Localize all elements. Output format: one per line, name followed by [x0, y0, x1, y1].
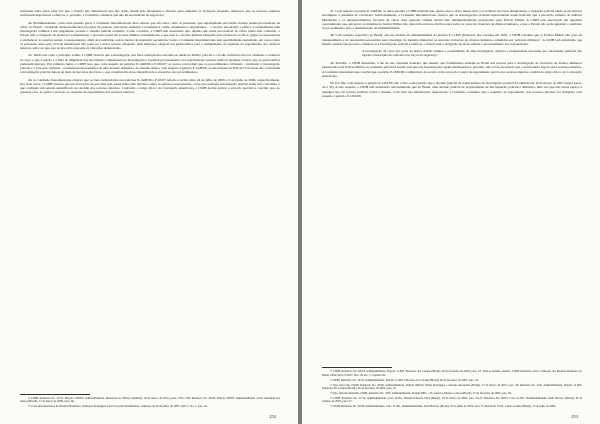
paragraph: 48. Com respeito específico ao Brasil, em sua decisão de admissibilidade da petição P-11.820 (Eldorado dos Carajás) em 2003, a CIDH concluiu que "a Polícia Militar não goza da independência e da autonomia necessárias para investigar de maneira imparcial as supostas violações de direitos humanos cometidas por policiais militares". A CIDH tem enfatizado que mesmo quando um processo criminal ou a investigação policial é ineficaz, o Estado tem a obrigação de levar adiante o processamento dos responsáveis: [322, 33, 582, 46]
footnote-divider [20, 394, 90, 395]
paragraph: incluíram entre estes, uma vez que o Estado não demonstrou que tais ações teriam sido adequadas e eficazes para remediar as violações alegadas, tampouco que os recursos internos estivessem disponíveis e efetivos, e, portanto, a Comissão considera que não há necessidade de esgotá-los. [20, 9, 280, 18]
left-page [0, 0, 298, 424]
footnote-divider [322, 367, 392, 368]
page-number: 252 [269, 414, 276, 419]
right-footnotes [322, 367, 582, 410]
paragraph: 45. Tendo em conta o princípio acima, a CIDH observa que a investigação dos fatos denunciados encontra-se ainda no âmbito policial e o Poder Judiciário não foi chamado a conhecer do caso, e que a inação e a falta de diligência das autoridades competentes na investigação e eventual processamento dos responsáveis tornaria ineficaz qualquer recurso que os peticionários pudessem interpor. Em primeiro lugar, a CIDH nota que, com respeito às petições P-1448/06 e P-665/07, as partes concordam que os procedimentos criminais – incluindo a investigação policial e o processo criminal – permaneceram pendentes de uma decisão definitiva. Ao mesmo tempo, com respeito à petição P-1448/06, as autoridades da Polícia Civil ainda não concluíram a investigação policial depois de mais de dez anos dos fatos, o que constitui um atraso injustificado e excessivo nos procedimentos. [20, 53, 280, 75]
page-number: 253 [571, 414, 578, 419]
footnote: ³⁰ CIDH, Relatório No. 60/03, Admissibilidade, Petição 11.820, Eldorado dos Carajás (Brasil), 20 de fevereiro de 2003, para. 23. Vide no mesmo sentido: CIDH, Relatório sobre a Situação dos Direitos Humanos no Brasil, OEA/Ser.L/V/II.97, Doc. 29 rev. 1, Capítulo III. [322, 369, 582, 377]
footnote: ²⁹ Corte Interamericana de Direitos Humanos, Velásquez Rodríguez Case Exceções Preliminares, Sentença de 26 de junho de 1987, Série C No. 1, para. 91. [28, 404, 208, 409]
footnote: ³³ Veja, mutatis mutandis, CIDH, Relatório No. 3/09, Admissibilidade, Petição 866/.../10, Gustavo Moura e outros (Brasil), 25 de fevereiro de 2009, para. 39. [330, 390, 512, 395]
paragraph: 49. Portanto, a CIDH determina, à luz de sua constante doutrina, que mesmo que formalmente existam no Brasil um recurso para a investigação de violações de direitos humanos perpetradas pela Polícia Militar, se considera aplicável fazem com que tais investigações sejam inadequadas e, portanto, não se faz necessário que o peticionário esgote esses recursos internos. A Comissão Interamericana conclui que a petição P-1656/06 é admissível, de acordo com a exceção à regra de esgotamento prévio dos recursos internos contida no artigo 46.2.c da Convenção Americana. [322, 61, 582, 78]
right-page-body [322, 9, 582, 101]
footnote: ³⁵ CIDH, Relatório No. 32/09, Admissibilidade, Caso 12.301, Inadmissibilidade, Aldir Barreto (Brasil), 25 de julho de 2003, para. 27; Relatório 31/04, Liardo Gomes (Brasil), 13 de julho de 2004. [330, 404, 557, 409]
left-footnotes [20, 394, 280, 410]
footnote: ²⁸ CIDH, Relatório No. 51/10, Petição 1166/05, Admissibilidade, Massacres de Tibú (Colômbia), 18 de março de 2010, paras. 108 e 109; Relatório No. 26/04, Petição 769/05, Admissibilidade, Jacob Sebastián dos Santos (Brasil), 17 de março de 2009, para. 36. [20, 395, 280, 404]
footnote: ³¹ CIDH, Relatório No. 54/05, Admissibilidade, Petição 11.820, Eldorado dos Carajás (Brasil), 20 de fevereiro de 2003, para. 25. [330, 377, 479, 382]
right-page [302, 0, 600, 424]
paragraph: 44. Preliminarmente, como uma questão geral, a Comissão Interamericana deve reiterar que em casos como os presentes, que supostamente envolvem ofensas penais processáveis de ofício no Brasil – incluindo desaparecimentos forçados de pessoas, execuções sumárias e tratamentos cruéis, desumanos e degradantes – o recurso apropriado e efetivo é normalmente uma investigação criminal e um julgamento perante o sistema judicial ordinário. Como corolário, a CIDH tem sustentado que, quando um crime processável de ofício tenha sido cometido, o Estado tem a obrigação de promover e impulsionar o processo penal até as suas últimas consequências, e que esse é o recurso judicial adequado para esclarecer os fatos, julgar os responsáveis e estabelecer as sanções penais correspondentes, além de possibilitar outros modos de reparação pecuniária. Como a Comissão Interamericana tem repetidamente assinalado, em casos como os presentes, uma ação civil de indenização não pode ser o único recurso adequado, nem tampouco exigível aos peticionários para o cumprimento do requisito do esgotamento dos recursos internos, uma vez que este recurso não responde às violações denunciadas. [20, 20, 280, 50]
footnote: ³⁴ CIDH, Relatório No. 57/10, Admissibilidade, Caso 12.851, Brenda Eduardo Silva (Brasil), 18 de março de 2009, para. 25-27; Relatório No. 60/03, Caso 12.301, Inadmissibilidade, Aldir Barreto (Brasil), 30 de outubro de 2003, para. 27. [322, 395, 582, 404]
paragraph: 47. Com respeito à petição P-1448/06, os autos perante a CIDH indicam que, quatro anos e cinco meses após a ocorrência dos fatos denunciados, o inquérito policial ainda se encontrava incompleto e pendente de conclusão. Adicionalmente, a Comissão Interamericana observa que as investigações revelam supostamente terem indicado que a execução sumária do Adilson Martiniano e os desaparecimentos forçados de outras duas supostas vítimas teriam sido fundamentalmente perpetrados pela Polícia Militar. A CIDH tem assevarado em repetidas oportunidades que, em geral, os sistemas de Justiça Militar não oferecem recursos efetivos para todos os casos de violações de direitos humanos, e que o Estado não pode aguardar o resultado do procedimento para a determinação da admissibilidade. [322, 9, 582, 30]
footnote: ³² Veja, inter alia, CIDH, Relatório No. 29/06, Admissibilidade, Petição 906-03, Néldo Rodrigues e Antonio Alexandre (Brasil), 17 de março de 2010, para. 34; Relatório No. 4/02, Admissibilidade, Petição 11.600, Eldorado dos Carajás (Brasil), 20 de fevereiro de 2003, para. 25. [322, 382, 582, 391]
left-page-body [20, 9, 280, 98]
paragraph: 50. Por fim, com respeito à petição P-1452/06, não é fato controvertido que a decisão judicial de arquivamento da investigação policial foi emitida em 16 de março de 2007 (supra paras. 24 e 35). A este respeito, a CIDH tem sustentado reiteradamente que no Brasil, uma decisão judicial de arquivamento de um inquérito policial é definitiva, uma vez que não existe espaço a qualquer tipo de recurso judicial contra a mesma. Com base nas informações disponíveis, a Comissão considera que o requisito de esgotamento dos recursos internos foi cumprido com respeito à petição P-1452/06. [322, 81, 582, 98]
block-quote: A investigação de casos por parte da justiça militar elimina a possibilidade de uma investigação objetiva e independente executada por autoridades judiciais não ligadas à hierarquia de comando das forças de segurança. [362, 49, 582, 58]
paragraph: 46. A Comissão Interamericana observa que os fatos denunciados nas petições P-1448/06 e P-65/07 teriam ocorrido entre 24 de julho de 2006 e 6 de junho de 2006, respectivamente. Nos dois casos, a CIDH observa que não há notícia de que uma ação penal tenha sido iniciada contra os supostos responsáveis, ou de que qualquer investigação policial tenha sido concluída, o que configura um retardo injustificado na decisão dos recursos internos. Conforme o artigo 46.2.c da Convenção Americana, a CIDH decide aplicar a exceção prevista e concluir que, no presente caso, se aplica a exceção ao requisito de esgotamento dos recursos internos. [20, 77, 280, 95]
